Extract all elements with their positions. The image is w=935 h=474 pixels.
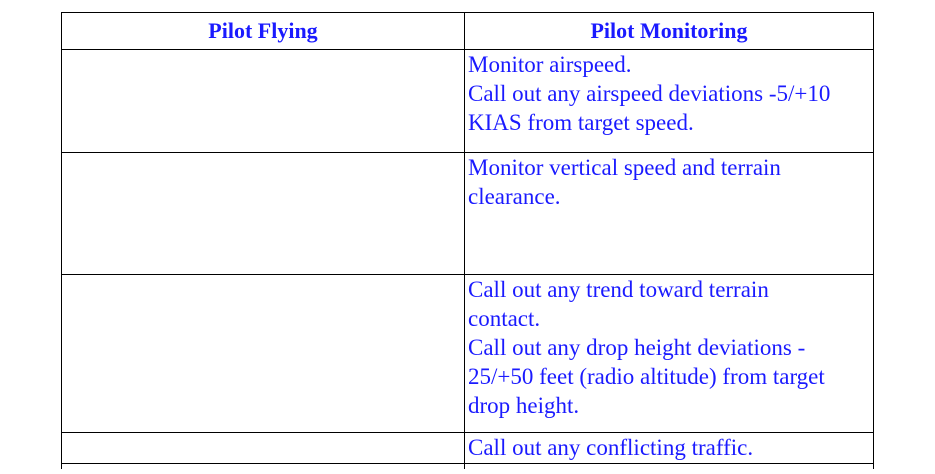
header-pilot-flying: Pilot Flying <box>62 13 465 50</box>
pilot-monitoring-cell <box>465 153 874 275</box>
cell-text-line: Call out any conflicting traffic. <box>468 435 754 460</box>
pilot-duties-table <box>61 12 874 469</box>
pilot-monitoring-cell <box>465 275 874 433</box>
pilot-flying-cell <box>62 433 465 464</box>
pilot-monitoring-cell <box>465 50 874 153</box>
header-row <box>62 13 874 50</box>
pilot-flying-cell <box>62 464 465 470</box>
table-row <box>62 153 874 275</box>
cell-text-line: KIAS from target speed. <box>468 110 694 135</box>
cell-text-line: contact. <box>468 306 541 331</box>
cell-text-line: clearance. <box>468 184 561 209</box>
cell-text-line: Monitor vertical speed and terrain <box>468 155 781 180</box>
table-row <box>62 50 874 153</box>
pilot-flying-cell <box>62 153 465 275</box>
cell-text-line: 25/+50 feet (radio altitude) from target <box>468 364 825 389</box>
cell-text-line: Call out any airspeed deviations -5/+10 <box>468 81 831 106</box>
header-pilot-monitoring: Pilot Monitoring <box>465 13 874 50</box>
table-row-continued <box>62 464 874 470</box>
cell-text-line: Monitor airspeed. <box>468 52 632 77</box>
pilot-flying-cell <box>62 275 465 433</box>
cell-text-line: drop height. <box>468 393 580 418</box>
cell-text-line: Call out any trend toward terrain <box>468 277 769 302</box>
pilot-monitoring-cell <box>465 464 874 470</box>
pilot-flying-cell <box>62 50 465 153</box>
pilot-monitoring-cell <box>465 433 874 464</box>
cell-text-line: Call out any drop height deviations - <box>468 335 806 360</box>
table-row <box>62 433 874 464</box>
table-row <box>62 275 874 433</box>
